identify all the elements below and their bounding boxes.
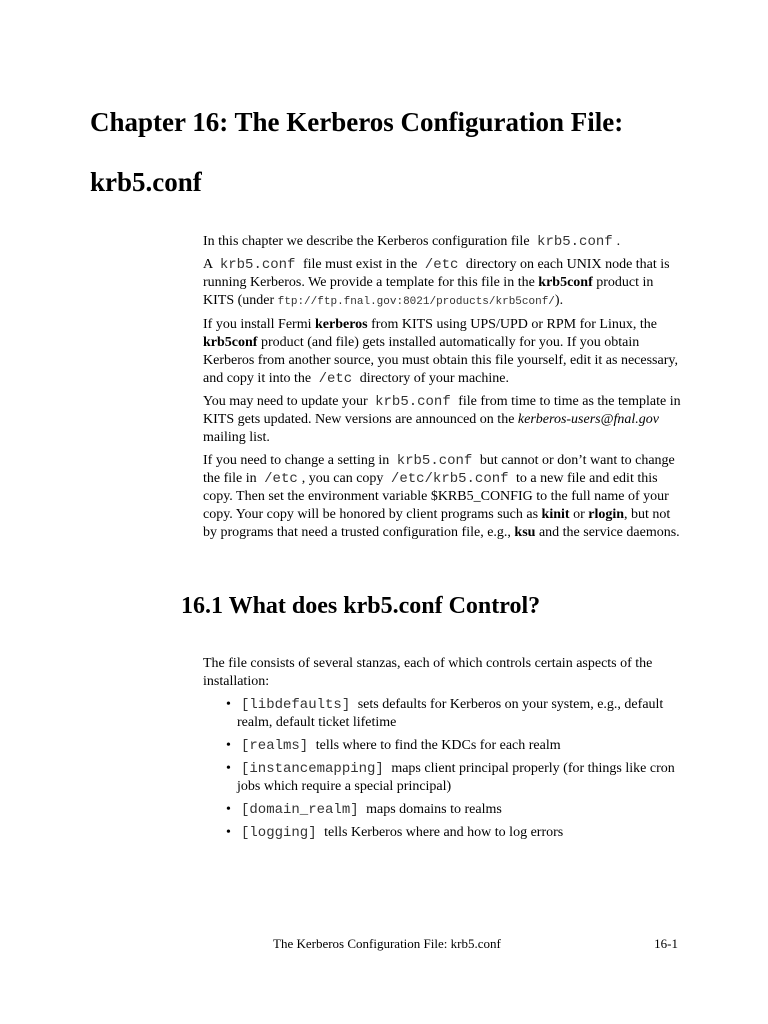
inline-code: krb5.conf xyxy=(219,257,296,273)
stanza-code: [logging] xyxy=(241,825,317,841)
section-lead: The file consists of several stanzas, each of which controls certain aspects of the installation: xyxy=(203,656,653,689)
intro-paragraph-5: If you need to change a setting in krb5.conf but cannot or don’t want to change the file in /etc , you can copy /etc/krb5.conf to a new file and edit this copy. Then set the environment variable $KRB5_CONFIG to the full name of your copy. Your copy will be honored by client programs such as kinit or rlogin, but not by programs that need a trusted configuration file, e.g., ksu and the service daemons. xyxy=(203,453,680,540)
section-title: 16.1 What does krb5.conf Control? xyxy=(181,593,541,619)
page-number: 16-1 xyxy=(654,936,678,951)
list-item: • [realms] tells where to find the KDCs for each realm xyxy=(226,738,561,754)
list-item: • [domain_realm] maps domains to realms xyxy=(226,802,502,818)
stanza-list xyxy=(203,696,681,842)
bullet-icon: • xyxy=(226,802,231,817)
inline-code: /etc xyxy=(318,371,353,387)
product-name: krb5conf xyxy=(538,275,593,290)
bullet-icon: • xyxy=(226,738,231,753)
bullet-icon: • xyxy=(226,697,231,712)
bullet-icon: • xyxy=(226,825,231,840)
product-name: kerberos xyxy=(315,317,368,332)
footer-title: The Kerberos Configuration File: krb5.conf xyxy=(273,936,501,951)
inline-code: krb5.conf xyxy=(537,234,613,250)
section-body xyxy=(203,655,681,847)
list-item: • [instancemapping] maps client principal properly (for things like cron jobs which require a special principal) xyxy=(226,761,675,794)
intro-paragraph-2: A krb5.conf file must exist in the /etc directory on each UNIX node that is running Kerberos. We provide a template for this file in the krb5conf product in KITS (under ftp://ftp.fnal.gov:8021/products/krb5conf/). xyxy=(203,257,670,308)
command-name: rlogin xyxy=(588,507,625,522)
intro-paragraph-4: You may need to update your krb5.conf file from time to time as the template in KITS gets updated. New versions are announced on the kerberos-users@fnal.gov mailing list. xyxy=(203,394,681,445)
ftp-link[interactable]: ftp://ftp.fnal.gov:8021/products/krb5conf/ xyxy=(277,296,555,308)
stanza-code: [domain_realm] xyxy=(241,802,359,818)
bullet-icon: • xyxy=(226,761,231,776)
intro-paragraph-3: If you install Fermi kerberos from KITS using UPS/UPD or RPM for Linux, the krb5conf product (and file) gets installed automatically for you. If you obtain Kerberos from another source, you must obtain this file yourself, edit it as necessary, and copy it into the /etc directory of your machine. xyxy=(203,317,678,387)
inline-code: /etc xyxy=(264,471,298,487)
intro-paragraph-1: In this chapter we describe the Kerberos configuration file krb5.conf . xyxy=(203,234,621,250)
list-item: • [libdefaults] sets defaults for Kerberos on your system, e.g., default realm, default ticket lifetime xyxy=(226,697,664,730)
chapter-title: Chapter 16: The Kerberos Configuration File: krb5.conf xyxy=(90,107,624,197)
intro-section xyxy=(203,233,681,547)
stanza-code: [libdefaults] xyxy=(241,697,351,713)
product-name: krb5conf xyxy=(203,335,258,350)
command-name: ksu xyxy=(514,525,536,540)
mailing-list-email[interactable]: kerberos-users@fnal.gov xyxy=(517,412,659,427)
inline-code: krb5.conf xyxy=(396,453,473,469)
list-item: • [logging] tells Kerberos where and how to log errors xyxy=(226,825,564,841)
inline-code: /etc/krb5.conf xyxy=(390,471,509,487)
command-name: kinit xyxy=(541,507,570,522)
inline-code: /etc xyxy=(424,257,459,273)
stanza-code: [realms] xyxy=(241,738,309,754)
inline-code: krb5.conf xyxy=(375,394,451,410)
stanza-code: [instancemapping] xyxy=(241,761,384,777)
